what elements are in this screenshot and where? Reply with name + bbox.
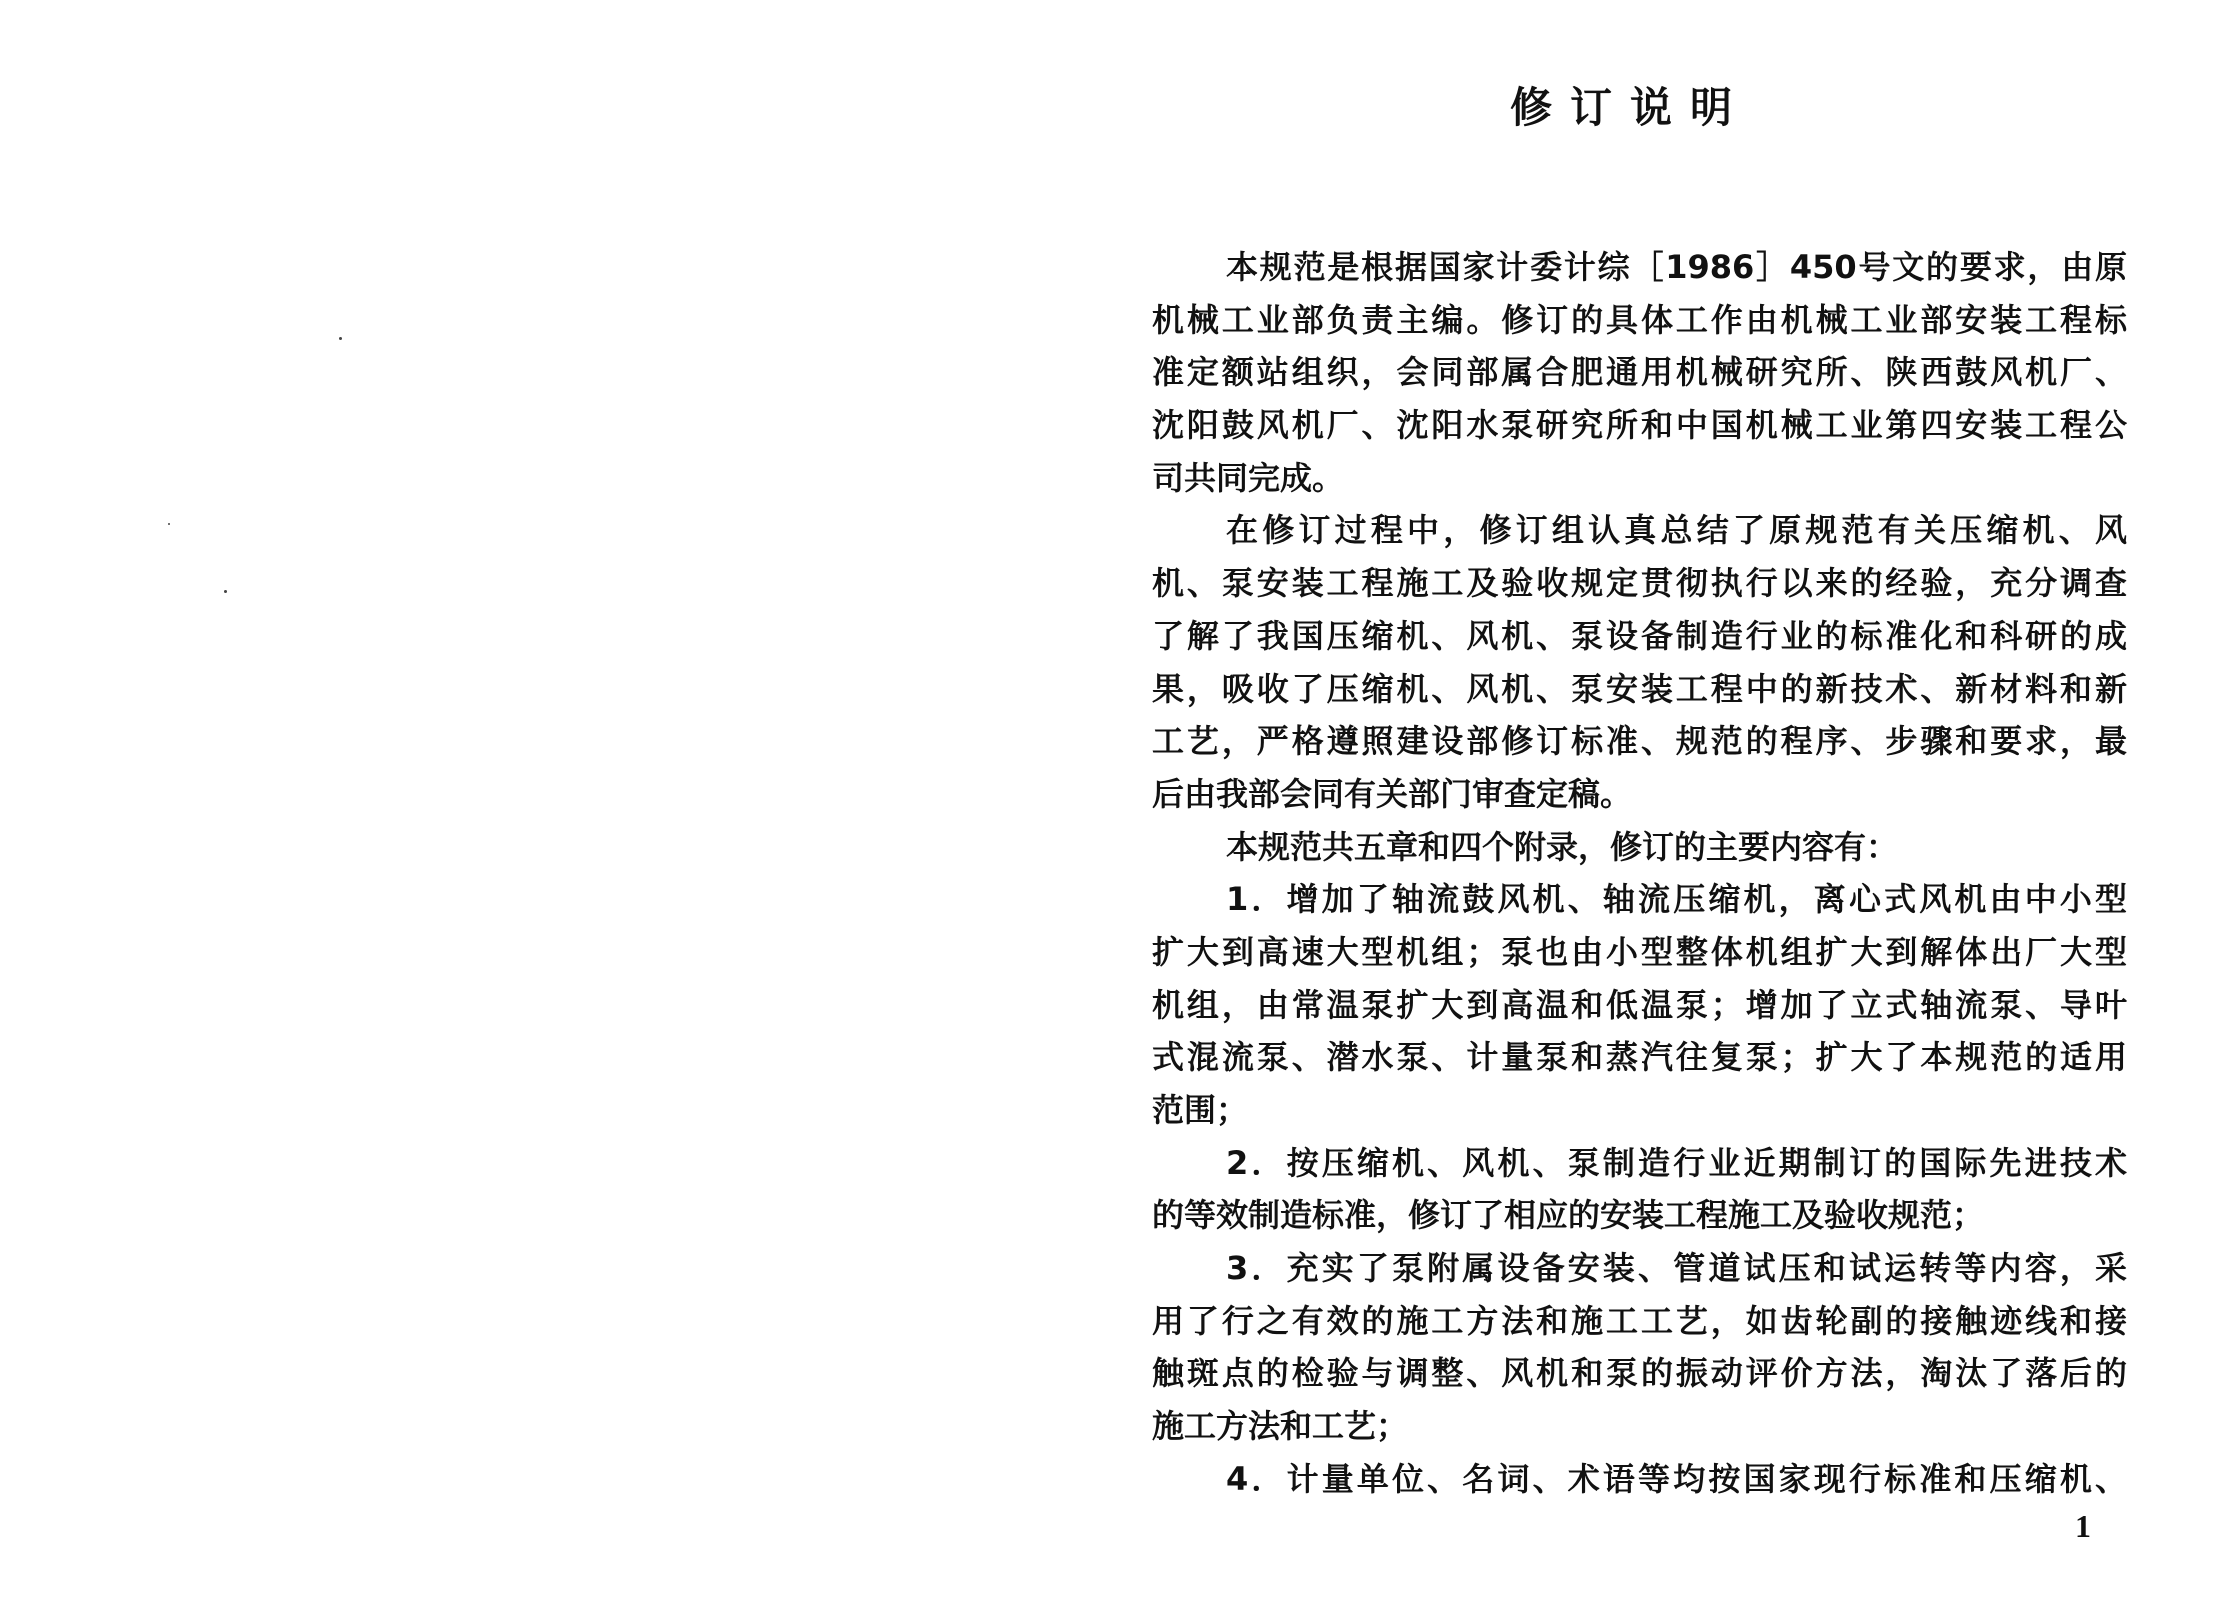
scan-speck (339, 337, 342, 340)
text-line: 1．增加了轴流鼓风机、轴流压缩机，离心式风机由中小型 (1226, 880, 2127, 919)
text-line: 了解了我国压缩机、风机、泵设备制造行业的标准化和科研的成 (1152, 616, 2127, 655)
text-line: 施工方法和工艺； (1152, 1407, 1409, 1446)
text-line: 机组，由常温泵扩大到高温和低温泵；增加了立式轴流泵、导叶 (1152, 985, 2127, 1024)
text-line: 范围； (1152, 1091, 1249, 1129)
text-line: 3．充实了泵附属设备安装、管道试压和试运转等内容，采 (1226, 1249, 2127, 1288)
text-line: 用了行之有效的施工方法和施工工艺，如齿轮副的接触迹线和接 (1152, 1301, 2127, 1340)
text-line: 果，吸收了压缩机、风机、泵安装工程中的新技术、新材料和新 (1152, 669, 2127, 708)
text-line: 式混流泵、潜水泵、计量泵和蒸汽往复泵；扩大了本规范的适用 (1152, 1038, 2127, 1077)
text-line: 本规范共五章和四个附录，修订的主要内容有： (1226, 827, 1899, 866)
text-line: 触斑点的检验与调整、风机和泵的振动评价方法，淘汰了落后的 (1152, 1354, 2127, 1393)
text-line: 2．按压缩机、风机、泵制造行业近期制订的国际先进技术 (1226, 1143, 2127, 1182)
text-line: 司共同完成。 (1152, 458, 1345, 497)
text-line: 沈阳鼓风机厂、沈阳水泵研究所和中国机械工业第四安装工程公 (1152, 406, 2127, 445)
text-line: 后由我部会同有关部门审查定稿。 (1152, 774, 1633, 813)
page-number: 1 (2075, 1508, 2091, 1544)
text-line: 扩大到高速大型机组；泵也由小型整体机组扩大到解体出厂大型 (1152, 932, 2127, 971)
text-line: 的等效制造标准，修订了相应的安装工程施工及验收规范； (1152, 1196, 1985, 1235)
text-line: 机、泵安装工程施工及验收规定贯彻执行以来的经验，充分调查 (1152, 564, 2127, 603)
text-line: 4．计量单位、名词、术语等均按国家现行标准和压缩机、 (1226, 1459, 2127, 1498)
page-title: 修订说明 (1510, 83, 1751, 132)
scan-speck (168, 523, 170, 525)
text-line: 机械工业部负责主编。修订的具体工作由机械工业部安装工程标 (1152, 300, 2127, 339)
scan-speck (224, 590, 227, 593)
text-line: 工艺，严格遵照建设部修订标准、规范的程序、步骤和要求，最 (1152, 722, 2127, 761)
text-line: 本规范是根据国家计委计综［1986］450号文的要求，由原 (1226, 248, 2127, 286)
text-line: 准定额站组织，会同部属合肥通用机械研究所、陕西鼓风机厂、 (1152, 353, 2127, 392)
revision-notes-body (1152, 241, 2127, 1506)
text-line: 在修订过程中，修订组认真总结了原规范有关压缩机、风 (1226, 511, 2127, 550)
